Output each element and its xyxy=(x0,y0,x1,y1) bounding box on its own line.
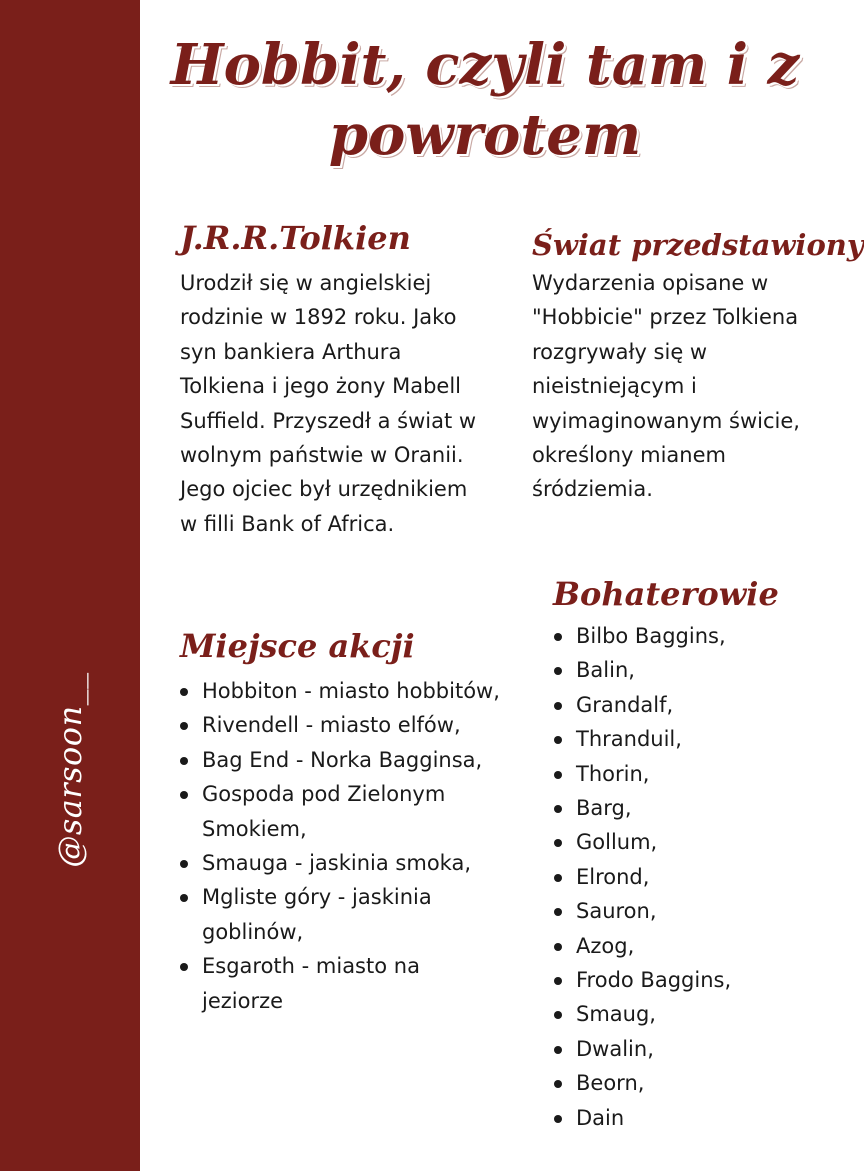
places-list xyxy=(180,674,505,1018)
places-heading: Miejsce akcji xyxy=(180,627,415,665)
world-heading: Świat przedstawiony xyxy=(532,228,864,262)
page-title: Hobbit, czyli tam i z powrotem xyxy=(170,32,800,168)
list-item: Azog, xyxy=(554,929,814,963)
author-handle: @sarsoon__ xyxy=(51,672,89,868)
list-item: Barg, xyxy=(554,791,814,825)
list-item: Dain xyxy=(554,1101,814,1135)
list-item: Bilbo Baggins, xyxy=(554,619,814,653)
list-item: Grandalf, xyxy=(554,688,814,722)
list-item: Mgliste góry - jaskinia goblinów, xyxy=(180,880,505,949)
list-item: Bag End - Norka Bagginsa, xyxy=(180,743,505,777)
author-bio: Urodził się w angielskiej rodzinie w 1892 roku. Jako syn bankiera Arthura Tolkiena i jego żony Mabell Suffield. Przyszedł a świat w wolnym państwie w Oranii. Jego ojciec był urzędnikiem w filli Bank of Africa. xyxy=(180,271,477,536)
list-item: Gospoda pod Zielonym Smokiem, xyxy=(180,777,505,846)
list-item: Esgaroth - miasto na jeziorze xyxy=(180,949,505,1018)
heroes-list xyxy=(554,619,814,1135)
list-item: Dwalin, xyxy=(554,1032,814,1066)
sidebar-band xyxy=(0,0,140,1171)
list-item: Elrond, xyxy=(554,860,814,894)
list-item: Rivendell - miasto elfów, xyxy=(180,708,505,742)
world-description: Wydarzenia opisane w "Hobbicie" przez Tolkiena rozgrywały się w nieistniejącym i wyimaginowanym świcie, określony mianem śródziemia. xyxy=(532,271,800,502)
author-heading: J.R.R.Tolkien xyxy=(180,219,411,257)
list-item: Thranduil, xyxy=(554,722,814,756)
list-item: Beorn, xyxy=(554,1066,814,1100)
list-item: Thorin, xyxy=(554,757,814,791)
list-item: Sauron, xyxy=(554,894,814,928)
list-item: Smauga - jaskinia smoka, xyxy=(180,846,505,880)
list-item: Gollum, xyxy=(554,825,814,859)
list-item: Frodo Baggins, xyxy=(554,963,814,997)
heroes-heading: Bohaterowie xyxy=(553,575,779,613)
list-item: Smaug, xyxy=(554,997,814,1031)
list-item: Balin, xyxy=(554,653,814,687)
list-item: Hobbiton - miasto hobbitów, xyxy=(180,674,505,708)
